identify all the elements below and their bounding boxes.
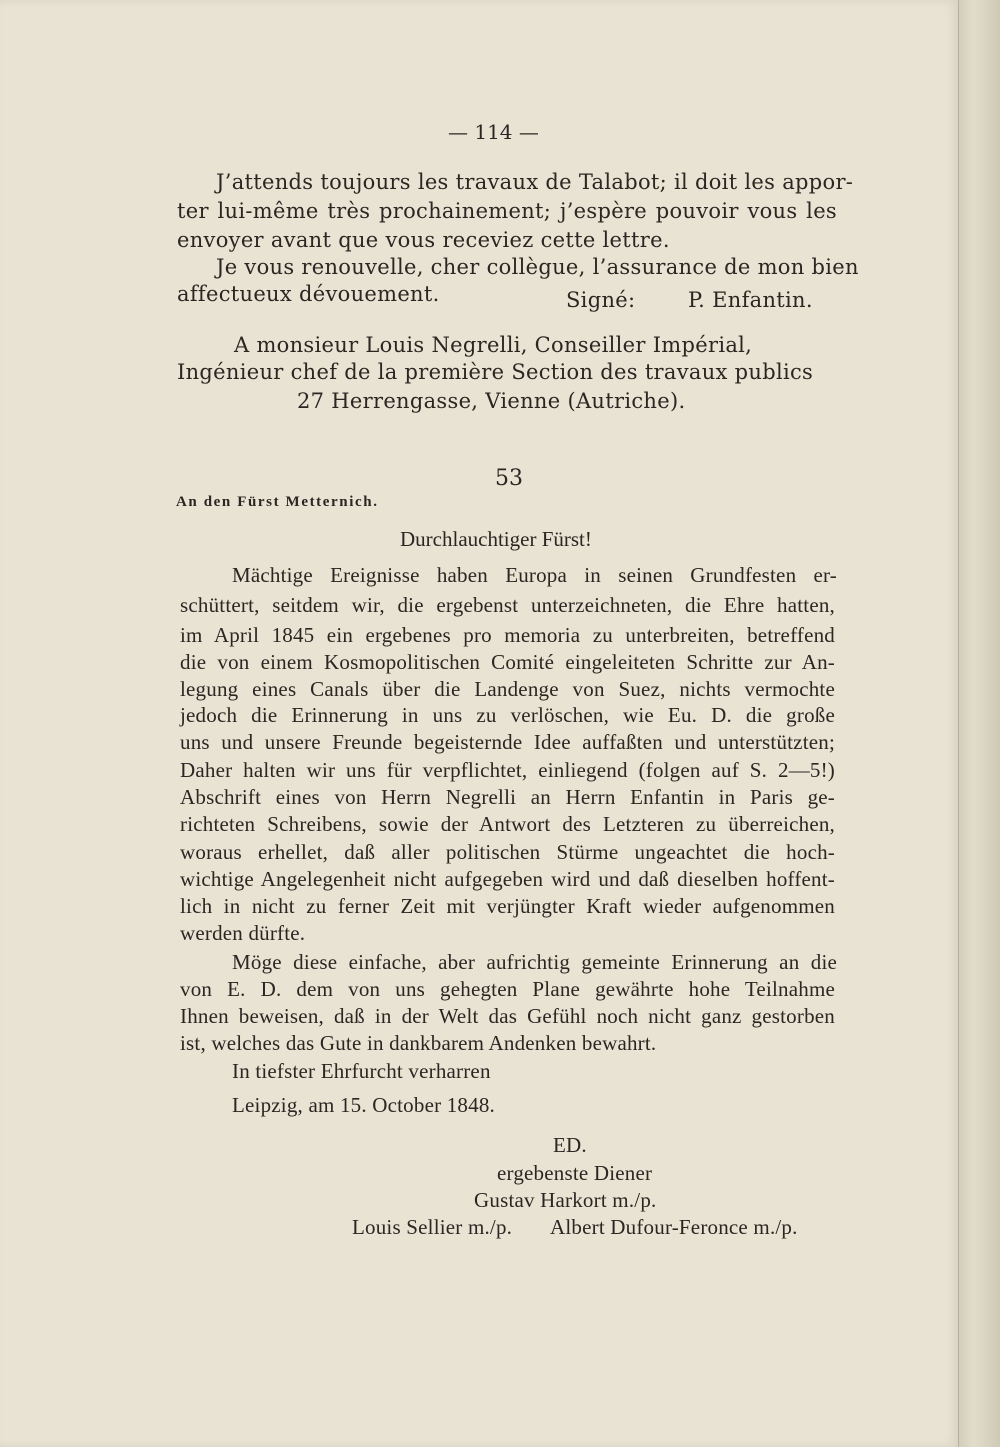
signature-abbrev: ED.: [553, 1133, 587, 1157]
text-line: ist, welches das Gute in dankbarem Andenken bewahrt.: [180, 1031, 657, 1055]
text-line: affectueux dévouement.: [177, 282, 440, 306]
page-edge: [958, 0, 1000, 1447]
closing: In tiefster Ehrfurcht verharren: [232, 1059, 491, 1083]
text-line: legung eines Canals über die Landenge von Suez, nichts vermochte: [180, 677, 835, 701]
text-line: J’attends toujours les travaux de Talabot; il doit les appor-: [216, 170, 854, 194]
address-line: Ingénieur chef de la première Section des travaux publics: [177, 360, 814, 384]
text-line: Abschrift eines von Herrn Negrelli an Herrn Enfantin in Paris ge-: [180, 785, 835, 809]
signature-sellier: Louis Sellier m./p.: [352, 1215, 513, 1239]
text-line: die von einem Kosmopolitischen Comité eingeleiteten Schritte zur An-: [180, 650, 835, 674]
signature-servant: ergebenste Diener: [497, 1161, 653, 1185]
address-line: A monsieur Louis Negrelli, Conseiller Impérial,: [234, 333, 753, 357]
text-line: jedoch die Erinnerung in uns zu verlöschen, wie Eu. D. die große: [180, 703, 835, 727]
signature-harkort: Gustav Harkort m./p.: [474, 1188, 657, 1212]
text-line: wichtige Angelegenheit nicht aufgegeben wird und daß dieselben hoffent-: [180, 867, 835, 891]
address-line: 27 Herrengasse, Vienne (Autriche).: [297, 389, 686, 413]
text-line: schüttert, seitdem wir, die ergebenst unterzeichneten, die Ehre hatten,: [180, 593, 835, 617]
page-number: — 114 —: [448, 120, 539, 144]
text-line: lich in nicht zu ferner Zeit mit verjüngter Kraft wieder aufgenommen: [180, 894, 835, 918]
text-line: von E. D. dem von uns gehegten Plane gewährte hohe Teilnahme: [180, 977, 835, 1001]
place-date: Leipzig, am 15. October 1848.: [232, 1093, 495, 1117]
signature-dufour: Albert Dufour-Feronce m./p.: [550, 1215, 798, 1239]
text-line: Möge diese einfache, aber aufrichtig gemeinte Erinnerung an die: [232, 950, 837, 974]
signature-label: Signé:: [566, 288, 636, 312]
signature-name: P. Enfantin.: [688, 288, 813, 312]
text-line: uns und unsere Freunde begeisternde Idee auffaßten und unterstützten;: [180, 730, 835, 754]
text-line: werden dürfte.: [180, 921, 306, 945]
text-line: Daher halten wir uns für verpflichtet, einliegend (folgen auf S. 2—5!): [180, 758, 835, 782]
text-line: Je vous renouvelle, cher collègue, l’assurance de mon bien: [216, 255, 859, 279]
text-line: envoyer avant que vous receviez cette lettre.: [177, 228, 670, 252]
text-line: woraus erhellet, daß aller politischen Stürme ungeachtet die hoch-: [180, 840, 835, 864]
letter-number: 53: [495, 466, 523, 491]
text-line: Ihnen beweisen, daß in der Welt das Gefühl noch nicht ganz gestorben: [180, 1004, 835, 1028]
text-line: im April 1845 ein ergebenes pro memoria zu unterbreiten, betreffend: [180, 623, 835, 647]
text-line: ter lui-même très prochainement; j’espère pouvoir vous les: [177, 199, 837, 223]
addressee: An den Fürst Metternich.: [176, 494, 379, 510]
salutation: Durchlauchtiger Fürst!: [400, 527, 592, 551]
text-line: Mächtige Ereignisse haben Europa in seinen Grundfesten er-: [232, 563, 837, 587]
text-line: richteten Schreibens, sowie der Antwort des Letzteren zu überreichen,: [180, 812, 835, 836]
